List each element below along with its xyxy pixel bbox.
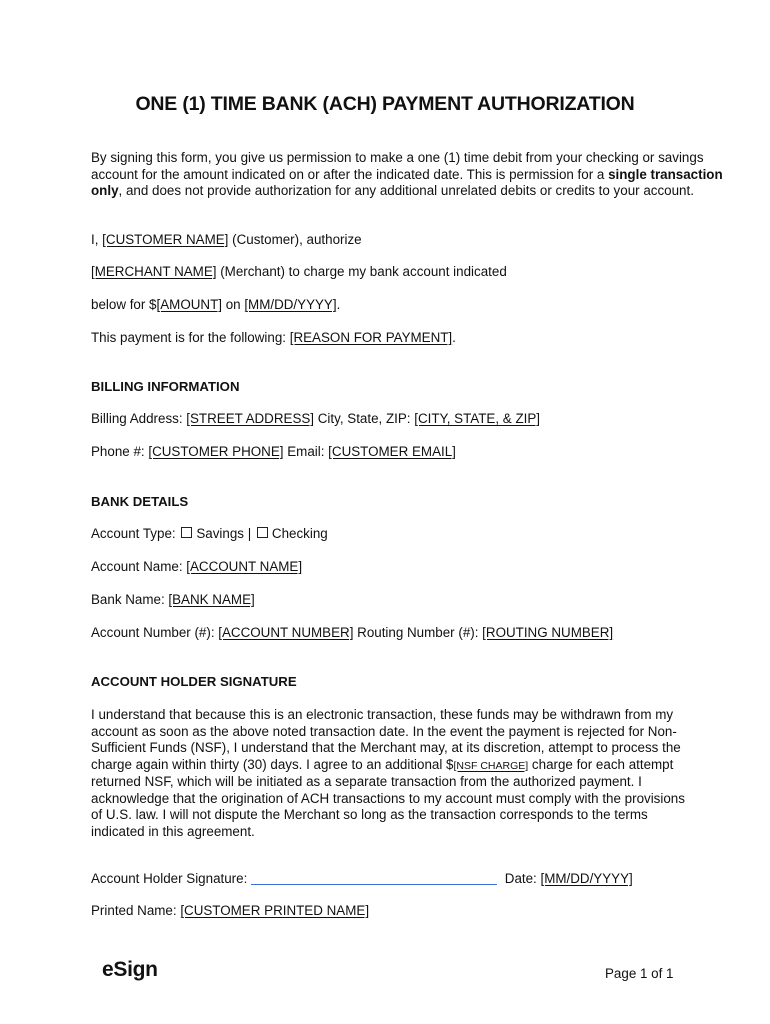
signature-paragraph: [91, 707, 686, 840]
esign-logo: eSign: [102, 958, 158, 981]
billing-address-line: [91, 411, 540, 428]
authorization-line-1: [91, 232, 362, 249]
document-title: ONE (1) TIME BANK (ACH) PAYMENT AUTHORIZATION: [135, 93, 635, 115]
intro-bold-text: single transaction only: [91, 166, 723, 198]
authorization-line-2: [91, 264, 507, 281]
bank-name-field[interactable]: [BANK NAME]: [168, 592, 255, 607]
street-address-field[interactable]: [STREET ADDRESS]: [186, 411, 315, 426]
signature-paragraph-part1: I understand that because this is an electronic transaction, these funds may be withdrawn from my account as soon as the above noted transaction date. In the event the payment is rejected for Non-Sufficient Funds (NSF), I understand that the Merchant may, at its discretion, attempt to process the charge again within thirty (30) days. I agree to an additional $: [91, 707, 681, 772]
page-number: Page 1 of 1: [605, 966, 674, 981]
separator: |: [243, 526, 255, 541]
nsf-charge-field[interactable]: [NSF CHARGE]: [453, 759, 529, 772]
routing-number-field[interactable]: [ROUTING NUMBER]: [482, 625, 614, 640]
printed-name-line: [91, 903, 369, 920]
intro-text-part1: By signing this form, you give us permission to make a one (1) time debit from your checking or savings account for the amount indicated on or after the indicated date. This is permission for a: [91, 150, 704, 182]
auth-text: (Customer), authorize: [228, 232, 362, 247]
bank-name-label: Bank Name:: [91, 592, 169, 607]
signature-date-label: Date:: [501, 871, 541, 886]
savings-checkbox[interactable]: [181, 527, 192, 538]
city-label: City, State, ZIP:: [314, 411, 415, 426]
date-field[interactable]: [MM/DD/YYYY]: [244, 297, 337, 312]
billing-heading: BILLING INFORMATION: [91, 379, 240, 394]
auth-text: I,: [91, 232, 103, 247]
account-routing-line: [91, 625, 613, 642]
merchant-name-field[interactable]: [MERCHANT NAME]: [91, 264, 217, 279]
signature-label: Account Holder Signature:: [91, 871, 252, 886]
printed-name-label: Printed Name:: [91, 903, 181, 918]
savings-label: Savings: [196, 526, 244, 541]
checking-label: Checking: [271, 526, 328, 541]
auth-text: .: [452, 330, 456, 345]
phone-email-line: [91, 444, 456, 461]
routing-number-label: Routing Number (#):: [353, 625, 483, 640]
amount-field[interactable]: [AMOUNT]: [156, 297, 222, 312]
email-label: Email:: [283, 444, 329, 459]
bank-name-line: [91, 592, 255, 609]
reason-field[interactable]: [REASON FOR PAYMENT]: [289, 330, 453, 345]
billing-address-label: Billing Address:: [91, 411, 187, 426]
signature-input-line[interactable]: [251, 871, 497, 885]
authorization-line-3: [91, 297, 340, 314]
signature-date-field[interactable]: [MM/DD/YYYY]: [540, 871, 633, 886]
account-name-label: Account Name:: [91, 559, 187, 574]
auth-text: on: [221, 297, 245, 312]
account-name-line: [91, 559, 302, 576]
signature-heading: ACCOUNT HOLDER SIGNATURE: [91, 674, 297, 689]
account-type-line: [91, 526, 328, 543]
email-field[interactable]: [CUSTOMER EMAIL]: [328, 444, 456, 459]
intro-text-part2: , and does not provide authorization for any additional unrelated debits or credits to your account.: [118, 183, 694, 198]
phone-field[interactable]: [CUSTOMER PHONE]: [148, 444, 284, 459]
printed-name-field[interactable]: [CUSTOMER PRINTED NAME]: [180, 903, 370, 918]
account-number-label: Account Number (#):: [91, 625, 219, 640]
signature-paragraph-part2: charge for each attempt returned NSF, which will be initiated as a separate transaction from the authorized payment. I acknowledge that the origination of ACH transactions to my account must comply with the provisions of U.S. law. I will not dispute the Merchant so long as the transaction corresponds to the terms indicated in this agreement.: [91, 756, 685, 839]
account-type-label: Account Type:: [91, 526, 180, 541]
intro-paragraph: [91, 150, 731, 200]
auth-text: below for $: [91, 297, 157, 312]
customer-name-field[interactable]: [CUSTOMER NAME]: [102, 232, 229, 247]
auth-text: (Merchant) to charge my bank account indicated: [216, 264, 507, 279]
checking-checkbox[interactable]: [257, 527, 268, 538]
bank-heading: BANK DETAILS: [91, 494, 189, 509]
auth-text: .: [336, 297, 341, 312]
auth-text: This payment is for the following:: [91, 330, 290, 345]
phone-label: Phone #:: [91, 444, 149, 459]
account-name-field[interactable]: [ACCOUNT NAME]: [186, 559, 303, 574]
authorization-line-4: [91, 330, 456, 347]
city-state-zip-field[interactable]: [CITY, STATE, & ZIP]: [414, 411, 540, 426]
account-number-field[interactable]: [ACCOUNT NUMBER]: [218, 625, 354, 640]
signature-line: [91, 871, 633, 888]
